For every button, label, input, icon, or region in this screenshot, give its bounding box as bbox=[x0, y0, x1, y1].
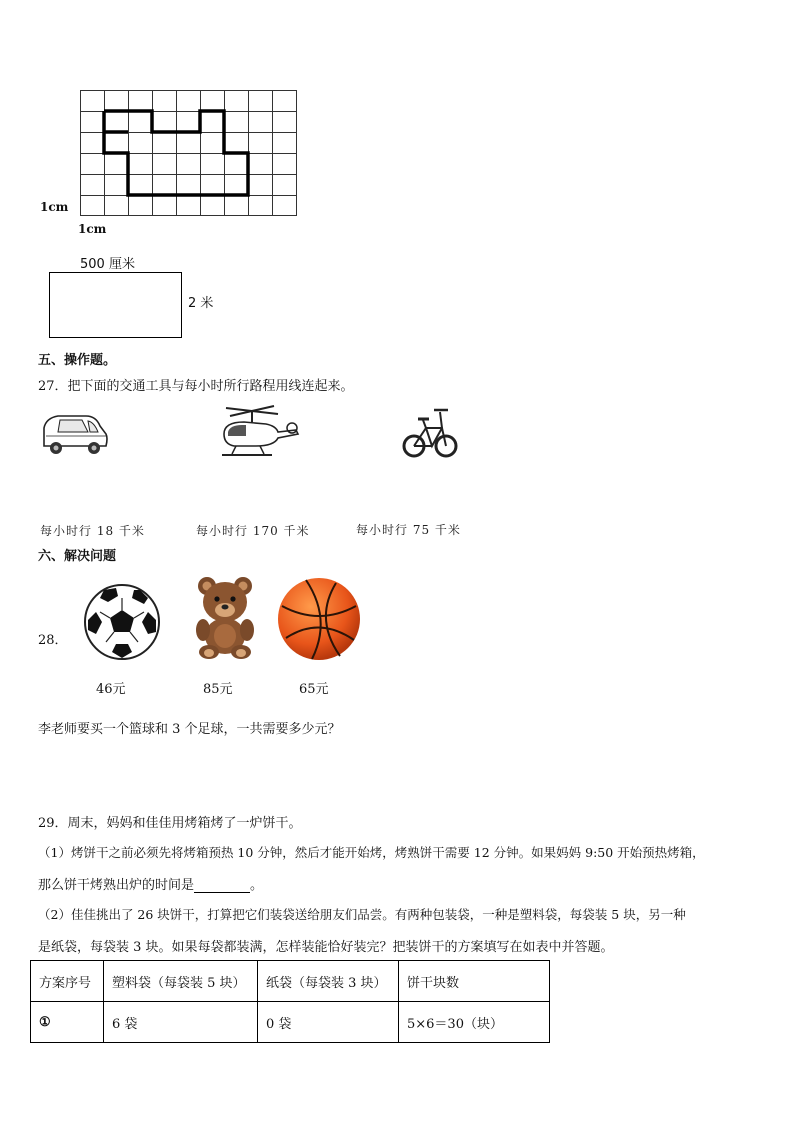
speed-label-18: 每小时行 18 千米 bbox=[40, 524, 145, 538]
cell-cookie-count: 5×6＝30（块） bbox=[399, 1002, 550, 1043]
car-image bbox=[38, 408, 110, 460]
grid-figure bbox=[80, 90, 300, 218]
soccer-ball-image bbox=[82, 582, 162, 662]
price-basketball: 65元 bbox=[299, 682, 329, 697]
q29-part1-line2 bbox=[38, 874, 263, 893]
q27-text: 27．把下面的交通工具与每小时所行路程用线连起来。 bbox=[38, 379, 354, 394]
bicycle-image bbox=[402, 402, 458, 464]
q28-text: 李老师要买一个篮球和 3 个足球，一共需要多少元？ bbox=[38, 722, 341, 737]
cell-plan-no: ① bbox=[31, 1002, 104, 1043]
packing-plan-table bbox=[30, 960, 550, 1043]
section6-heading: 六、解决问题 bbox=[38, 549, 117, 564]
header-paper-bag: 纸袋（每袋装 3 块） bbox=[258, 961, 399, 1002]
teddy-bear-image bbox=[193, 574, 257, 660]
q29-part2-line1: （2）佳佳挑出了 26 块饼干，打算把它们装袋送给朋友们品尝。有两种包装袋，一种是塑料袋，每袋装 5 块，另一种 bbox=[38, 907, 686, 922]
price-bear: 85元 bbox=[203, 682, 233, 697]
q29-part2-line2: 是纸袋，每袋装 3 块。如果每袋都装满，怎样装能恰好装完？把装饼干的方案填写在如表中并答题。 bbox=[38, 940, 614, 955]
table-row bbox=[31, 1002, 550, 1043]
answer-blank[interactable] bbox=[194, 880, 250, 893]
header-cookie-count: 饼干块数 bbox=[399, 961, 550, 1002]
rect-top-label: 500 厘米 bbox=[80, 257, 135, 272]
helicopter-image bbox=[216, 402, 300, 464]
header-plastic-bag: 塑料袋（每袋装 5 块） bbox=[104, 961, 258, 1002]
unit-label-left: 1cm bbox=[40, 200, 69, 214]
speed-label-75: 每小时行 75 千米 bbox=[356, 523, 461, 537]
header-plan-no: 方案序号 bbox=[31, 961, 104, 1002]
q28-number: 28． bbox=[38, 633, 68, 648]
q29-part1-line1: （1）烤饼干之前必须先将烤箱预热 10 分钟，然后才能开始烤，烤熟饼干需要 12 分钟。如果妈妈 9:50 开始预热烤箱， bbox=[38, 845, 705, 860]
cell-paper-bag: 0 袋 bbox=[258, 1002, 399, 1043]
rect-right-label: 2 米 bbox=[188, 296, 214, 311]
unit-label-bottom: 1cm bbox=[78, 222, 107, 236]
table-header-row bbox=[31, 961, 550, 1002]
section5-heading: 五、操作题。 bbox=[38, 353, 117, 368]
cell-plastic-bag: 6 袋 bbox=[104, 1002, 258, 1043]
basketball-image bbox=[276, 576, 362, 662]
q29-part1-line2-end: 。 bbox=[250, 878, 264, 893]
speed-label-170: 每小时行 170 千米 bbox=[196, 524, 310, 538]
q29-part1-line2-text: 那么饼干烤熟出炉的时间是 bbox=[38, 878, 195, 893]
rectangle-shape bbox=[49, 272, 182, 338]
q29-intro: 29．周末，妈妈和佳佳用烤箱烤了一炉饼干。 bbox=[38, 816, 302, 831]
price-soccer: 46元 bbox=[96, 682, 126, 697]
